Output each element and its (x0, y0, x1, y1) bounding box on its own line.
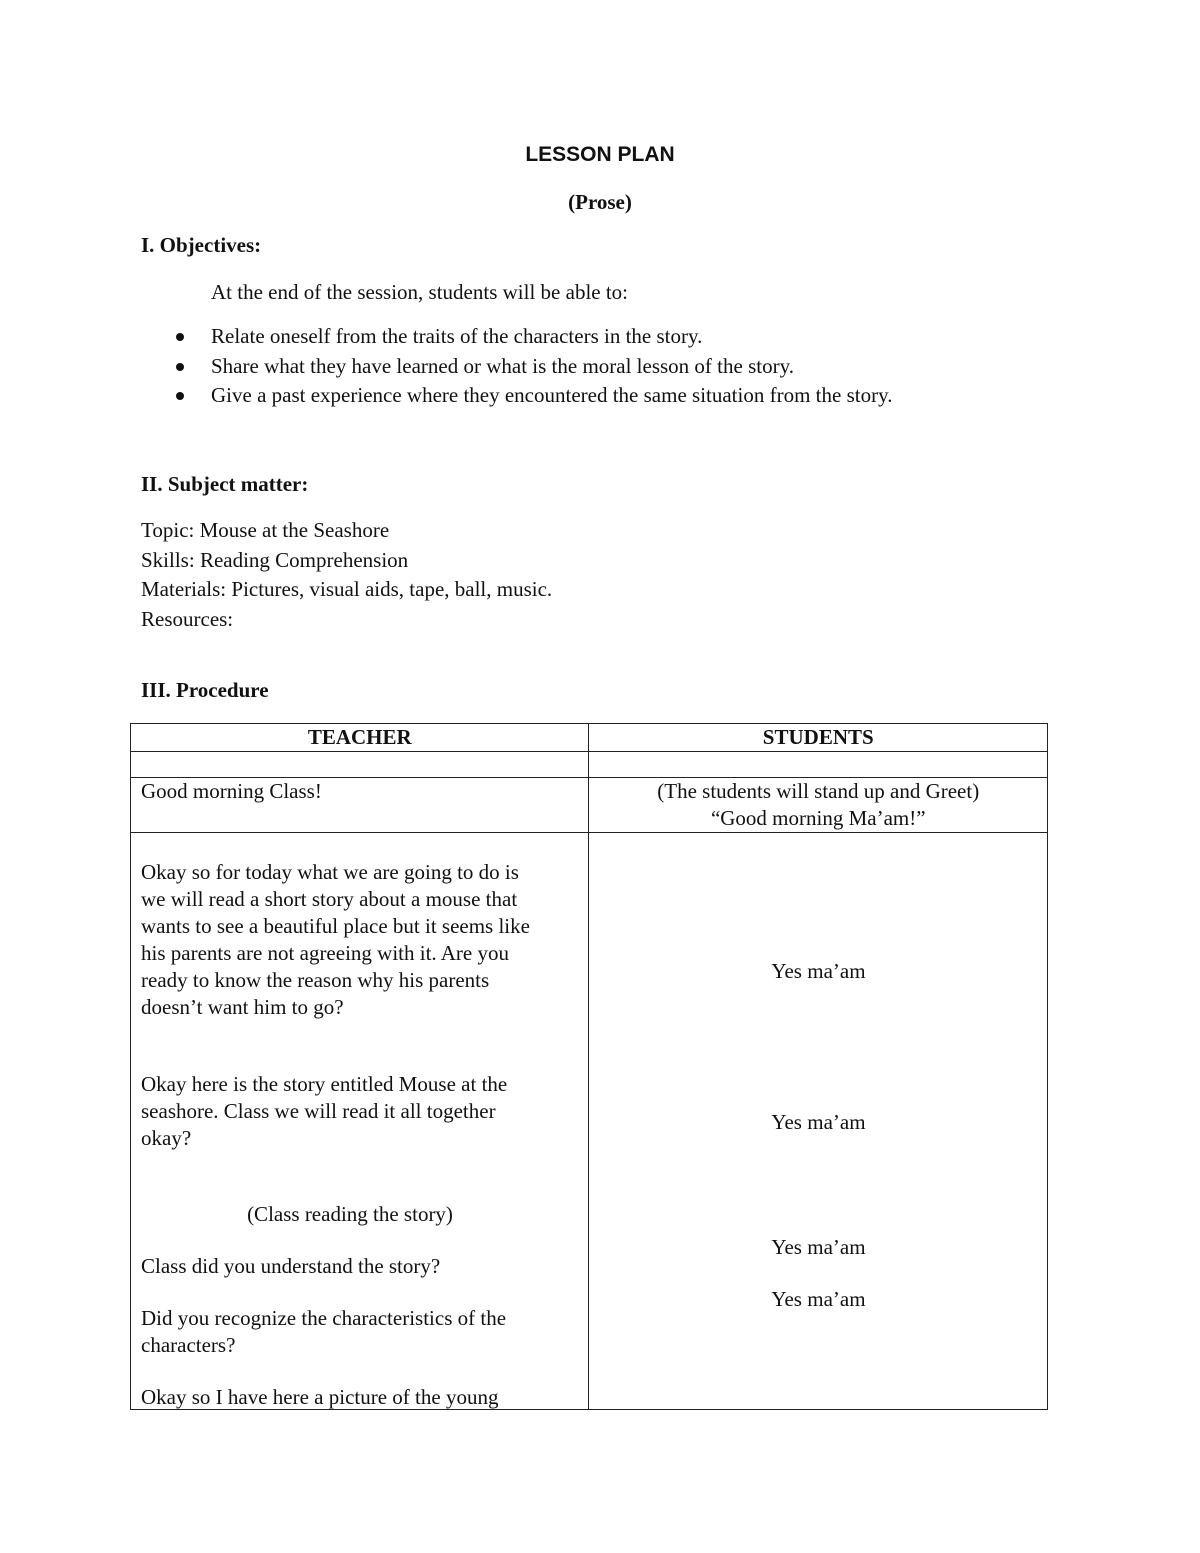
subject-matter-details (141, 516, 552, 634)
teacher-procedure-cell (131, 833, 589, 1410)
bullet-icon (176, 333, 184, 341)
topic-line: Topic: Mouse at the Seashore (141, 518, 390, 542)
list-item: Share what they have learned or what is the moral lesson of the story. (141, 352, 892, 382)
students-procedure-cell (589, 833, 1048, 1410)
teacher-column-header: TEACHER (131, 724, 589, 752)
teacher-picture-line: Okay so I have here a picture of the young (141, 1385, 499, 1409)
table-row (131, 752, 1048, 778)
resources-line: Resources: (141, 606, 234, 631)
teacher-question-understand: Class did you understand the story? (141, 1254, 441, 1278)
list-item: Relate oneself from the traits of the characters in the story. (141, 322, 892, 352)
teacher-story-paragraph: Okay here is the story entitled Mouse at the seashore. Class we will read it all together okay? (141, 1072, 508, 1150)
class-reading-note: (Class reading the story) (247, 1202, 453, 1226)
procedure-heading: III. Procedure (141, 678, 269, 702)
student-response: Yes ma’am (771, 1287, 866, 1311)
procedure-table (130, 723, 1048, 1410)
skills-line: Skills: Reading Comprehension (141, 547, 409, 572)
teacher-greeting-cell: Good morning Class! (131, 778, 589, 833)
objectives-intro: At the end of the session, students will be able to: (211, 280, 629, 304)
teacher-intro-paragraph: Okay so for today what we are going to do is we will read a short story about a mouse that wants to see a beautiful place but it seems like his parents are not agreeing with it. Are you ready to know the reason why his parents doesn’t want him to go? (141, 860, 530, 1019)
list-item: Give a past experience where they encountered the same situation from the story. (141, 381, 892, 411)
subject-matter-heading: II. Subject matter: (141, 472, 309, 496)
bullet-icon (176, 392, 184, 400)
table-row (131, 778, 1048, 833)
objectives-heading: I. Objectives: (141, 233, 262, 257)
student-response: Yes ma’am (771, 1110, 866, 1134)
student-response: Yes ma’am (771, 1235, 866, 1259)
document-title: LESSON PLAN (525, 143, 675, 166)
table-cell (131, 752, 589, 778)
students-column-header: STUDENTS (589, 724, 1048, 752)
students-greeting-cell: (The students will stand up and Greet) “Good morning Ma’am!” (589, 778, 1048, 833)
materials-line: Materials: Pictures, visual aids, tape, ball, music. (141, 577, 553, 601)
student-response: Yes ma’am (771, 959, 866, 983)
objectives-list (141, 322, 892, 411)
table-cell (589, 752, 1048, 778)
bullet-icon (176, 363, 184, 371)
table-row (131, 833, 1048, 1410)
document-subtitle: (Prose) (568, 190, 632, 214)
table-header-row (131, 724, 1048, 752)
teacher-question-characteristics: Did you recognize the characteristics of the characters? (141, 1306, 507, 1357)
